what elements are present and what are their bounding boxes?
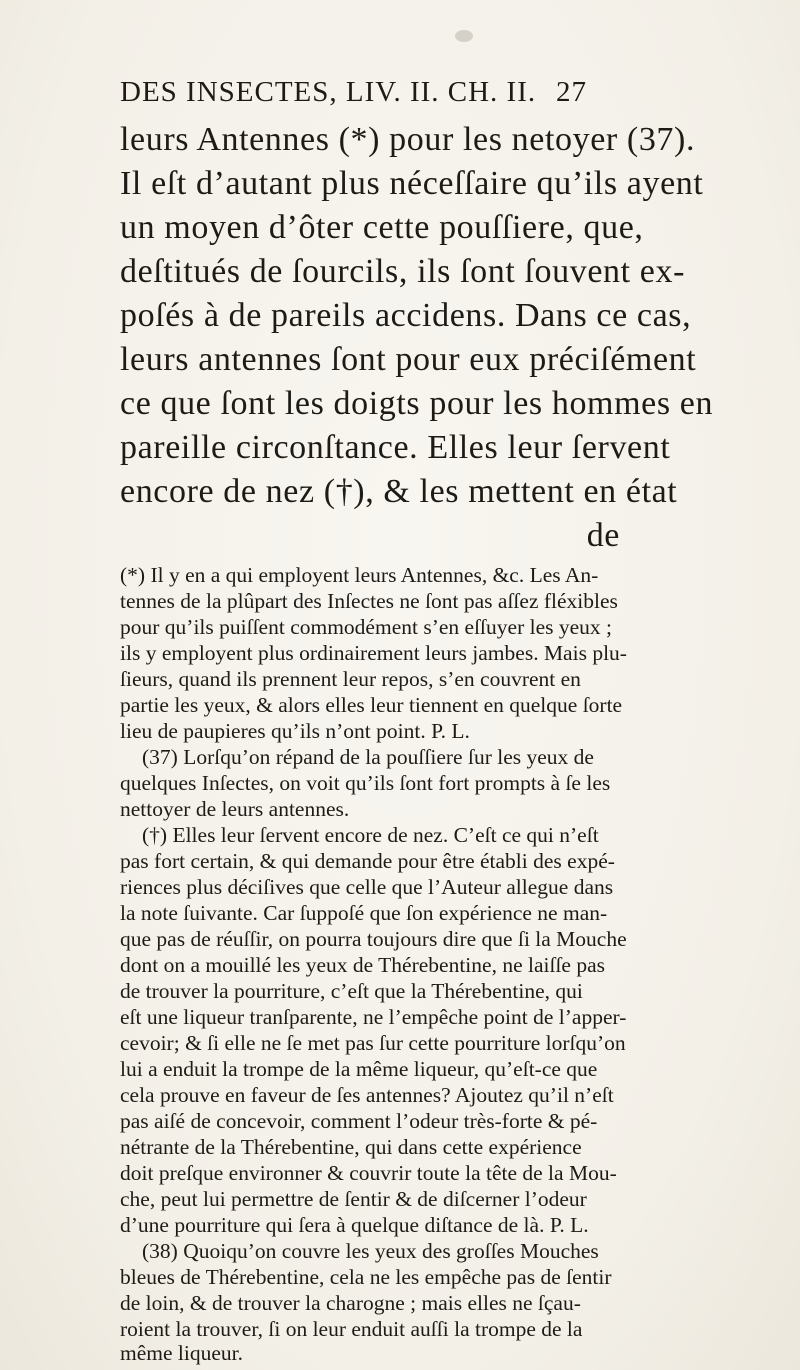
note-line: tennes de la plûpart des Inſectes ne ſont pas aſſez fléxibles: [120, 589, 618, 613]
note-line: lui a enduit la trompe de la même liqueur, qu’eſt-ce que: [120, 1057, 598, 1081]
note-line: de loin, & de trouver la charogne ; mais elles ne ſçau-: [120, 1291, 581, 1315]
catchword: de: [586, 517, 620, 554]
note-line: même liqueur.: [120, 1341, 243, 1365]
note-line: partie les yeux, & alors elles leur tiennent en quelque ſorte: [120, 693, 623, 717]
main-text-line: deſtitués de ſourcils, ils ſont ſouvent ex-: [120, 253, 685, 290]
main-text-line: leurs antennes ſont pour eux préciſément: [120, 341, 697, 378]
page-number: 27: [556, 76, 587, 108]
note-line: cevoir; & ſi elle ne ſe met pas ſur cette pourriture lorſqu’on: [120, 1031, 626, 1055]
note-line: que pas de réuſſir, on pourra toujours dire que ſi la Mouche: [120, 927, 627, 951]
note-line: la note ſuivante. Car ſuppoſé que ſon expérience ne man-: [120, 901, 608, 925]
main-text-line: Il eſt d’autant plus néceſſaire qu’ils ayent: [120, 165, 704, 202]
note-line: eſt une liqueur tranſparente, ne l’empêche point de l’apper-: [120, 1005, 627, 1029]
main-text-line: pareille circonſtance. Elles leur ſervent: [120, 429, 671, 466]
note-line: che, peut lui permettre de ſentir & de diſcerner l’odeur: [120, 1187, 587, 1211]
note-line: pas fort certain, & qui demande pour être établi des expé-: [120, 849, 615, 873]
note-line: d’une pourriture qui ſera à quelque diſtance de là. P. L.: [120, 1213, 589, 1237]
note-line: (37) Lorſqu’on répand de la pouſſiere ſur les yeux de: [142, 745, 594, 769]
note-line: pas aiſé de concevoir, comment l’odeur très-forte & pé-: [120, 1109, 598, 1133]
note-line: lieu de paupieres qu’ils n’ont point. P. L.: [120, 719, 470, 743]
note-line: ſieurs, quand ils prennent leur repos, s’en couvrent en: [120, 667, 581, 691]
ink-smudge: [455, 30, 473, 42]
note-line: ils y employent plus ordinairement leurs jambes. Mais plu-: [120, 641, 627, 665]
main-text-line: poſés à de pareils accidens. Dans ce cas,: [120, 297, 692, 334]
note-line: roient la trouver, ſi on leur enduit auſſi la trompe de la: [120, 1317, 583, 1341]
note-line: de trouver la pourriture, c’eſt que la Thérebentine, qui: [120, 979, 583, 1003]
note-line: (38) Quoiqu’on couvre les yeux des groſſes Mouches: [142, 1239, 599, 1263]
main-text-line: ce que ſont les doigts pour les hommes en: [120, 385, 714, 422]
main-text-line: encore de nez (†), & les mettent en état: [120, 473, 678, 510]
note-line: dont on a mouillé les yeux de Thérebentine, ne laiſſe pas: [120, 953, 605, 977]
note-line: (†) Elles leur ſervent encore de nez. C’eſt ce qui n’eſt: [142, 823, 599, 847]
note-line: quelques Inſectes, on voit qu’ils ſont fort prompts à ſe les: [120, 771, 611, 795]
note-line: nettoyer de leurs antennes.: [120, 797, 350, 821]
note-line: riences plus déciſives que celle que l’Auteur allegue dans: [120, 875, 614, 899]
running-head: [120, 76, 640, 116]
note-line: pour qu’ils puiſſent commodément s’en eſſuyer les yeux ;: [120, 615, 613, 639]
note-line: nétrante de la Thérebentine, qui dans cette expérience: [120, 1135, 582, 1159]
note-line: doit preſque environner & couvrir toute la tête de la Mou-: [120, 1161, 617, 1185]
note-line: cela prouve en faveur de ſes antennes? Ajoutez qu’il n’eſt: [120, 1083, 614, 1107]
running-head-title: DES INSECTES, LIV. II. CH. II.: [120, 76, 537, 108]
note-line: (*) Il y en a qui employent leurs Antennes, &c. Les An-: [120, 563, 599, 587]
main-text-line: un moyen d’ôter cette pouſſiere, que,: [120, 209, 644, 246]
note-line: bleues de Thérebentine, cela ne les empêche pas de ſentir: [120, 1265, 612, 1289]
main-text-line: leurs Antennes (*) pour les netoyer (37).: [120, 121, 696, 158]
